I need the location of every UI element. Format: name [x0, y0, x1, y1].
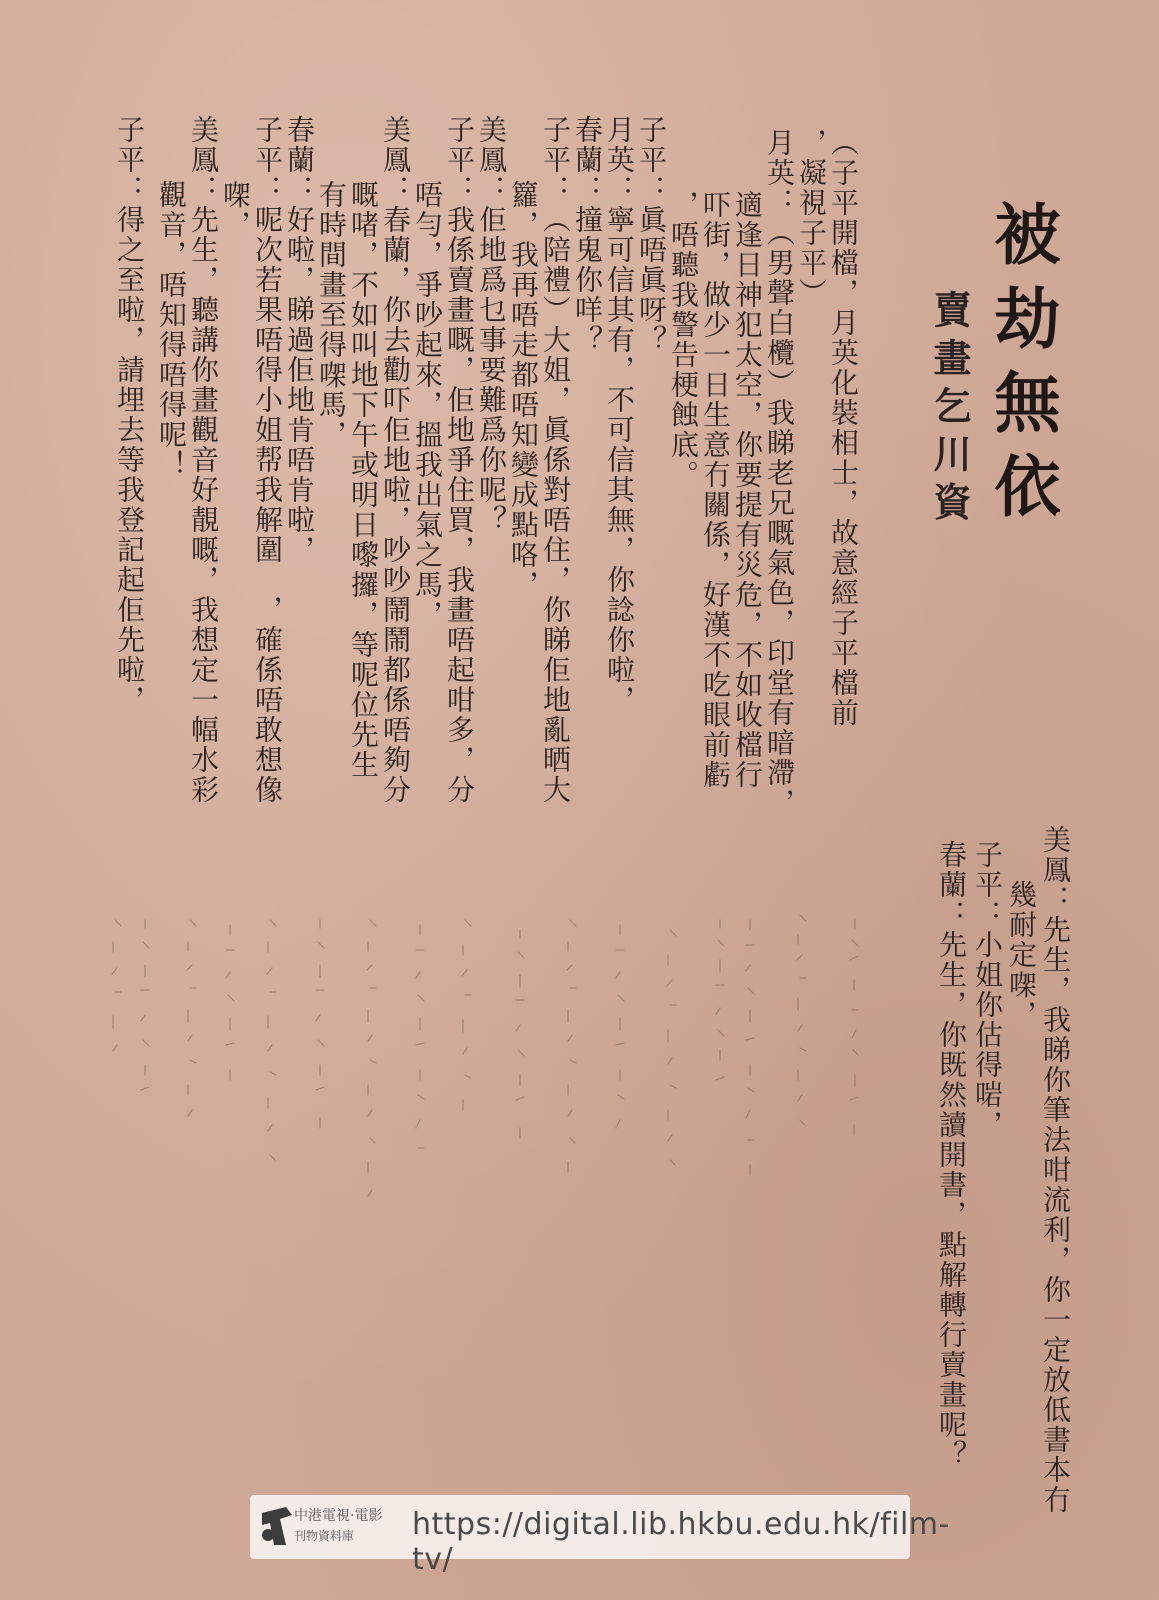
archive-name-line1: 中港電視·電影 — [294, 1508, 383, 1524]
script-column: 有時間畫至得㗎馬， — [315, 180, 348, 450]
handwritten-notation — [100, 900, 880, 1260]
script-column: 嘅啫，不如叫地下午或明日嚟攞，等呢位先生 — [347, 180, 380, 780]
watermark-banner — [250, 1495, 950, 1577]
script-column: 觀音，唔知得唔得呢！ — [155, 180, 188, 480]
script-column: 美鳳：先生，我睇你筆法咁流利，你一定放低書本冇 — [1039, 825, 1072, 1515]
script-column: 適逢日神犯太空，你要提有災危，不如收檔行 — [731, 190, 764, 790]
script-column: 子平：我係賣畫嘅，佢地爭住買，我畫唔起咁多，分 — [443, 115, 476, 805]
archive-name — [294, 1505, 382, 1544]
script-column: 月英：寧可信其有，不可信其無，你諗你啦， — [603, 115, 636, 715]
archive-url[interactable]: https://digital.lib.hkbu.edu.hk/film-tv/ — [412, 1507, 950, 1577]
script-column: 子平：小姐你估得啱， — [971, 840, 1004, 1140]
script-column: 唔勻，爭吵起來，搵我出氣之馬， — [411, 180, 444, 630]
script-column: 幾耐定㗎， — [1005, 880, 1038, 1030]
script-column: ，唔聽我警告梗蝕底。 — [667, 190, 700, 490]
archive-name-line2: 刊物資料庫 — [294, 1529, 355, 1543]
script-column: ，凝視子平） — [795, 128, 828, 308]
script-column: 子平：（陪禮）大姐，眞係對唔住，你睇佢地亂晒大 — [539, 115, 572, 805]
script-column: 子平：得之至啦，請埋去等我登記起佢先啦， — [113, 115, 146, 715]
script-column: 春蘭：先生，你既然讀開書，點解轉行賣畫呢？ — [935, 840, 968, 1470]
script-column: 㗎， — [219, 180, 252, 240]
script-column: 子平：呢次若果唔得小姐帮我解圍 ，確係唔敢想像 — [251, 115, 284, 805]
script-column: 美鳳：佢地爲乜事要難爲你呢？ — [475, 115, 508, 535]
author-line: 賣畫乞川資 — [927, 290, 972, 530]
script-column: 春蘭：好啦，睇過佢地肯唔肯啦， — [283, 115, 316, 565]
notation-marks — [100, 900, 880, 1260]
script-column: 月英：（男聲白欖）我睇老兄嘅氣色，印堂有暗滯， — [763, 128, 796, 818]
script-column: 籮，我再唔走都唔知變成點咯， — [507, 180, 540, 600]
script-column: 吓街，做少一日生意冇關係，好漢不吃眼前虧 — [699, 190, 732, 790]
script-column: 春蘭：撞鬼你咩？ — [571, 115, 604, 355]
title: 被劫無依 — [983, 200, 1061, 536]
script-column: （子平開檔，月英化裝相士，故意經子平檔前 — [827, 128, 860, 728]
script-column: 子平：眞唔眞呀？ — [635, 115, 668, 355]
script-column: 美鳳：春蘭，你去勸吓佢地啦，吵吵鬧鬧都係唔夠分 — [379, 115, 412, 805]
script-column: 美鳳：先生，聽講你畫觀音好靚嘅，我想定一幅水彩 — [187, 115, 220, 805]
